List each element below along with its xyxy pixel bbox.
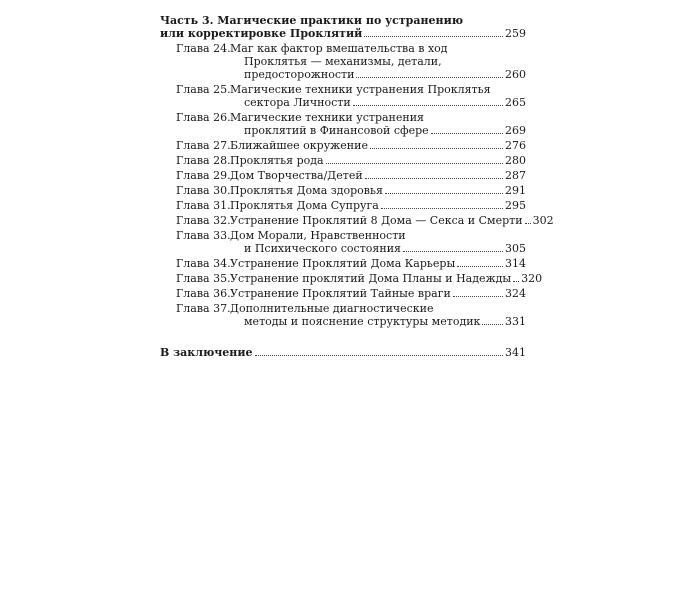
chapter-list	[160, 42, 554, 328]
conclusion-entry[interactable]	[160, 346, 526, 359]
chapter-label: Глава 25.	[176, 83, 231, 96]
chapter-title-text: предосторожности	[244, 68, 355, 81]
chapter-body	[230, 229, 526, 255]
chapter-page-number: 305	[505, 242, 526, 255]
chapter-label: Глава 33.	[176, 229, 231, 242]
chapter-label: Глава 26.	[176, 111, 231, 124]
leader-dots	[513, 281, 519, 282]
chapter-entry[interactable]	[160, 272, 543, 285]
part-title-text-2: или корректировке Проклятий	[160, 27, 363, 40]
table-of-contents	[160, 14, 554, 359]
chapter-label: Глава 28.	[176, 154, 231, 167]
chapter-line	[230, 55, 526, 68]
chapter-entry[interactable]	[160, 214, 554, 227]
chapter-line	[230, 242, 526, 255]
leader-dots	[431, 133, 503, 134]
chapter-entry[interactable]	[160, 199, 526, 212]
chapter-title-text: и Психического состояния	[244, 242, 401, 255]
chapter-line	[230, 302, 526, 315]
chapter-title-text: Проклятья Дома здоровья	[230, 184, 383, 197]
chapter-line	[230, 184, 526, 197]
chapter-entry[interactable]	[160, 154, 526, 167]
chapter-page-number: 269	[505, 124, 526, 137]
leader-dots	[370, 148, 503, 149]
chapter-body	[230, 184, 526, 197]
chapter-line	[230, 315, 526, 328]
chapter-page-number: 302	[532, 214, 554, 227]
chapter-page-number: 260	[505, 68, 526, 81]
chapter-entry[interactable]	[160, 287, 526, 300]
chapter-body	[230, 154, 526, 167]
chapter-label: Глава 31.	[176, 199, 231, 212]
chapter-body	[230, 111, 526, 137]
chapter-label: Глава 30.	[176, 184, 231, 197]
chapter-body	[230, 257, 526, 270]
leader-dots	[482, 324, 503, 325]
chapter-title-text: Магические техники устранения	[230, 111, 424, 124]
part-title-text-1: Часть 3. Магические практики по устранению	[160, 14, 464, 27]
chapter-entry[interactable]	[160, 42, 526, 81]
leader-dots	[385, 193, 503, 194]
leader-dots	[365, 178, 503, 179]
chapter-entry[interactable]	[160, 229, 526, 255]
chapter-label: Глава 35.	[176, 272, 231, 285]
chapter-title-text: Устранение проклятий Дома Планы и Надежды	[230, 272, 512, 285]
chapter-body	[230, 139, 526, 152]
chapter-line	[230, 199, 526, 212]
chapter-page-number: 276	[505, 139, 526, 152]
chapter-title-text: Устранение Проклятий 8 Дома — Секса и Смерти	[230, 214, 523, 227]
chapter-title-text: Маг как фактор вмешательства в ход	[230, 42, 448, 55]
chapter-label: Глава 29.	[176, 169, 231, 182]
leader-dots	[356, 77, 503, 78]
chapter-page-number: 291	[505, 184, 526, 197]
chapter-title-text: Устранение Проклятий Дома Карьеры	[230, 257, 456, 270]
chapter-title-text: Проклятья — механизмы, детали,	[244, 55, 442, 68]
chapter-body	[230, 83, 526, 109]
chapter-body	[230, 42, 526, 81]
chapter-title-text: Ближайшее окружение	[230, 139, 368, 152]
chapter-body	[230, 272, 542, 285]
chapter-page-number: 320	[521, 272, 543, 285]
chapter-title-text: Дом Творчества/Детей	[230, 169, 363, 182]
chapter-title-text: Проклятья рода	[230, 154, 324, 167]
chapter-label: Глава 24.	[176, 42, 231, 55]
chapter-page-number: 287	[505, 169, 526, 182]
chapter-body	[230, 287, 526, 300]
chapter-page-number: 331	[505, 315, 526, 328]
chapter-label: Глава 37.	[176, 302, 231, 315]
chapter-label: Глава 34.	[176, 257, 231, 270]
chapter-line	[230, 83, 526, 96]
leader-dots	[353, 105, 503, 106]
leader-dots	[403, 251, 503, 252]
chapter-page-number: 265	[505, 96, 526, 109]
leader-dots	[364, 36, 503, 37]
chapter-page-number: 324	[505, 287, 526, 300]
chapter-page-number: 280	[505, 154, 526, 167]
part-title-line-2	[160, 27, 526, 40]
leader-dots	[326, 163, 503, 164]
chapter-title-text: Дополнительные диагностические	[230, 302, 434, 315]
leader-dots	[525, 223, 531, 224]
chapter-line	[230, 42, 526, 55]
leader-dots	[453, 296, 503, 297]
chapter-entry[interactable]	[160, 111, 526, 137]
chapter-body	[230, 302, 526, 328]
chapter-line	[230, 139, 526, 152]
chapter-entry[interactable]	[160, 257, 526, 270]
chapter-title-text: Дом Морали, Нравственности	[230, 229, 406, 242]
chapter-line	[230, 169, 526, 182]
part-title-line-1	[160, 14, 526, 27]
chapter-entry[interactable]	[160, 184, 526, 197]
chapter-line	[230, 214, 554, 227]
chapter-entry[interactable]	[160, 302, 526, 328]
chapter-title-text: Устранение Проклятий Тайные враги	[230, 287, 451, 300]
chapter-line	[230, 124, 526, 137]
chapter-label: Глава 27.	[176, 139, 231, 152]
chapter-title-text: Проклятья Дома Супруга	[230, 199, 379, 212]
chapter-body	[230, 214, 554, 227]
chapter-label: Глава 36.	[176, 287, 231, 300]
chapter-line	[230, 287, 526, 300]
chapter-page-number: 295	[505, 199, 526, 212]
part-3-heading	[160, 14, 526, 40]
chapter-entry[interactable]	[160, 139, 526, 152]
chapter-title-text: методы и пояснение структуры методик	[244, 315, 481, 328]
chapter-page-number: 314	[505, 257, 526, 270]
chapter-entry[interactable]	[160, 83, 526, 109]
chapter-line	[230, 68, 526, 81]
chapter-line	[230, 111, 526, 124]
chapter-line	[230, 154, 526, 167]
chapter-body	[230, 199, 526, 212]
leader-dots	[255, 355, 503, 356]
chapter-label: Глава 32.	[176, 214, 231, 227]
leader-dots	[381, 208, 503, 209]
chapter-entry[interactable]	[160, 169, 526, 182]
chapter-line	[230, 257, 526, 270]
conclusion-line	[160, 346, 526, 359]
part-page-number: 259	[505, 27, 526, 40]
chapter-line	[230, 96, 526, 109]
chapter-body	[230, 169, 526, 182]
conclusion-page-number: 341	[505, 346, 526, 359]
chapter-title-text: проклятий в Финансовой сфере	[244, 124, 429, 137]
chapter-line	[230, 229, 526, 242]
leader-dots	[457, 266, 503, 267]
chapter-title-text: сектора Личности	[244, 96, 351, 109]
conclusion-title: В заключение	[160, 346, 253, 359]
chapter-title-text: Магические техники устранения Проклятья	[230, 83, 491, 96]
chapter-line	[230, 272, 542, 285]
